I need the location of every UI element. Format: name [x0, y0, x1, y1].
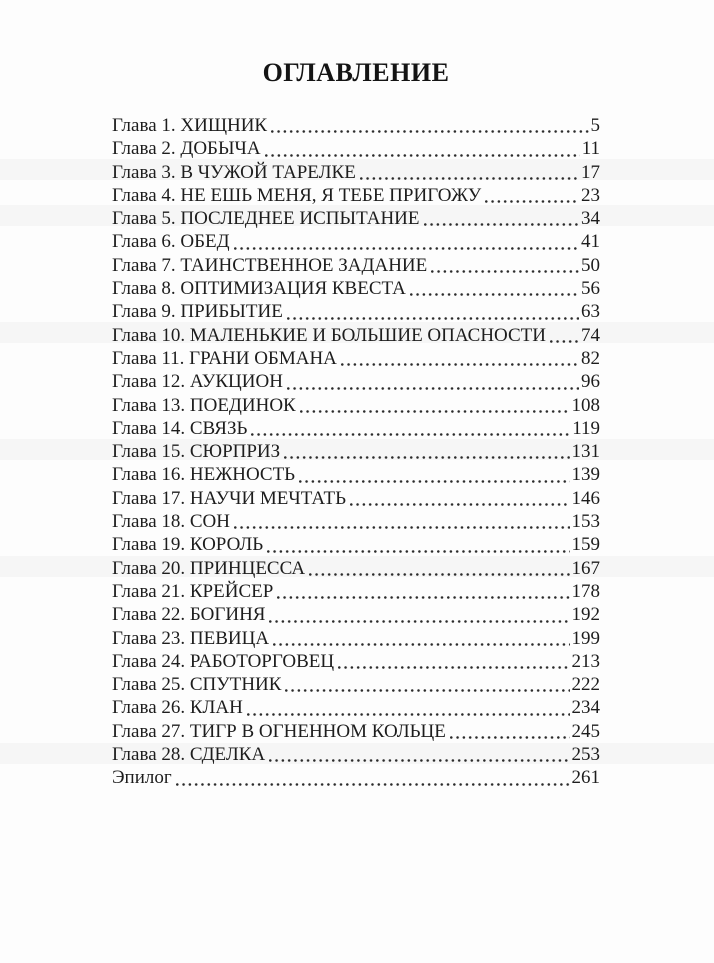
toc-entry: [112, 487, 600, 510]
toc-entry-page: 213: [571, 650, 600, 672]
toc-entry: [112, 463, 600, 486]
dot-leader: [287, 387, 579, 390]
toc-entry-label: Глава 26. КЛАН: [112, 697, 243, 719]
toc-entry-label: Глава 18. СОН: [112, 511, 230, 533]
toc-entry: [112, 533, 600, 556]
toc-entry-label: Глава 3. В ЧУЖОЙ ТАРЕЛКЕ: [112, 161, 356, 183]
toc-entry-page: 63: [581, 301, 600, 323]
dot-leader: [176, 783, 570, 786]
toc-entry-page: 192: [571, 604, 600, 626]
toc-entry: [112, 743, 600, 766]
toc-entry: [112, 720, 600, 743]
table-of-contents: [112, 114, 600, 790]
toc-entry-page: 222: [571, 674, 600, 696]
toc-entry: [112, 650, 600, 673]
toc-entry-page: 5: [590, 115, 600, 136]
dot-leader: [271, 130, 588, 133]
toc-entry-label: Глава 11. ГРАНИ ОБМАНА: [112, 347, 337, 369]
dot-leader: [269, 620, 569, 623]
dot-leader: [300, 410, 570, 413]
toc-entry: [112, 114, 600, 137]
toc-entry-page: 261: [571, 767, 600, 789]
dot-leader: [269, 759, 569, 762]
toc-entry: [112, 417, 600, 440]
dot-leader: [431, 270, 579, 273]
toc-entry-label: Глава 14. СВЯЗЬ: [112, 417, 248, 439]
toc-entry-label: Глава 16. НЕЖНОСТЬ: [112, 464, 296, 486]
toc-entry-page: 50: [581, 254, 600, 276]
toc-entry: [112, 347, 600, 370]
toc-entry: [112, 580, 600, 603]
dot-leader: [309, 573, 569, 576]
dot-leader: [247, 713, 570, 716]
dot-leader: [338, 666, 569, 669]
dot-leader: [265, 154, 580, 157]
toc-entry: [112, 673, 600, 696]
toc-entry: [112, 230, 600, 253]
toc-entry: [112, 766, 600, 789]
toc-entry-label: Глава 17. НАУЧИ МЕЧТАТЬ: [112, 487, 346, 509]
toc-entry-page: 82: [581, 347, 600, 369]
toc-entry-label: Глава 28. СДЕЛКА: [112, 744, 266, 766]
toc-entry-page: 253: [571, 744, 600, 766]
toc-entry: [112, 370, 600, 393]
toc-entry: [112, 277, 600, 300]
dot-leader: [424, 223, 580, 226]
toc-entry-page: 17: [581, 161, 600, 183]
toc-entry-label: Глава 25. СПУТНИК: [112, 674, 282, 696]
toc-entry: [112, 510, 600, 533]
toc-entry-label: Глава 21. КРЕЙСЕР: [112, 580, 274, 602]
toc-entry-page: 41: [581, 231, 600, 253]
toc-entry-label: Глава 23. ПЕВИЦА: [112, 627, 270, 649]
toc-entry: [112, 324, 600, 347]
dot-leader: [273, 643, 569, 646]
dot-leader: [284, 456, 569, 459]
toc-entry-label: Глава 19. КОРОЛЬ: [112, 534, 264, 556]
dot-leader: [267, 550, 569, 553]
toc-entry-page: 178: [571, 580, 600, 602]
toc-entry-label: Глава 8. ОПТИМИЗАЦИЯ КВЕСТА: [112, 278, 406, 300]
toc-entry: [112, 440, 600, 463]
toc-entry-page: 96: [581, 371, 600, 393]
dot-leader: [485, 200, 579, 203]
toc-entry-label: Глава 15. СЮРПРИЗ: [112, 441, 281, 463]
toc-entry-page: 56: [581, 278, 600, 300]
toc-entry-page: 108: [571, 394, 600, 416]
toc-entry-page: 119: [572, 417, 600, 439]
toc-entry-label: Эпилог: [112, 767, 172, 789]
toc-entry-page: 245: [571, 720, 600, 742]
toc-entry-label: Глава 7. ТАИНСТВЕННОЕ ЗАДАНИЕ: [112, 254, 428, 276]
toc-entry-label: Глава 22. БОГИНЯ: [112, 604, 266, 626]
toc-entry: [112, 627, 600, 650]
toc-entry: [112, 207, 600, 230]
toc-entry-label: Глава 20. ПРИНЦЕССА: [112, 557, 306, 579]
toc-entry-label: Глава 12. АУКЦИОН: [112, 371, 283, 393]
dot-leader: [299, 480, 569, 483]
dot-leader: [285, 689, 569, 692]
toc-entry-page: 131: [571, 441, 600, 463]
toc-entry-label: Глава 4. НЕ ЕШЬ МЕНЯ, Я ТЕБЕ ПРИГОЖУ: [112, 184, 482, 206]
toc-entry-page: 11: [581, 138, 600, 160]
toc-entry-label: Глава 27. ТИГР В ОГНЕННОМ КОЛЬЦЕ: [112, 720, 446, 742]
dot-leader: [550, 340, 579, 343]
toc-entry: [112, 300, 600, 323]
dot-leader: [350, 503, 570, 506]
toc-entry-page: 139: [571, 464, 600, 486]
toc-entry-label: Глава 6. ОБЕД: [112, 231, 230, 253]
toc-entry-label: Глава 10. МАЛЕНЬКИЕ И БОЛЬШИЕ ОПАСНОСТИ: [112, 324, 546, 346]
dot-leader: [277, 596, 569, 599]
dot-leader: [234, 247, 579, 250]
toc-entry-page: 153: [571, 511, 600, 533]
toc-entry-page: 146: [571, 487, 600, 509]
dot-leader: [287, 317, 579, 320]
dot-leader: [341, 363, 579, 366]
toc-entry: [112, 394, 600, 417]
dot-leader: [410, 293, 579, 296]
toc-entry-label: Глава 9. ПРИБЫТИЕ: [112, 301, 283, 323]
toc-entry-page: 167: [571, 557, 600, 579]
toc-entry-label: Глава 13. ПОЕДИНОК: [112, 394, 296, 416]
page-title: ОГЛАВЛЕНИЕ: [262, 58, 450, 87]
toc-entry-label: Глава 24. РАБОТОРГОВЕЦ: [112, 650, 335, 672]
dot-leader: [234, 526, 570, 529]
toc-entry: [112, 137, 600, 160]
toc-entry-label: Глава 2. ДОБЫЧА: [112, 138, 261, 160]
toc-entry: [112, 184, 600, 207]
toc-entry: [112, 603, 600, 626]
toc-entry-page: 234: [571, 697, 600, 719]
toc-entry-page: 159: [571, 534, 600, 556]
toc-entry: [112, 161, 600, 184]
toc-entry-label: Глава 1. ХИЩНИК: [112, 115, 268, 136]
toc-entry-page: 199: [571, 627, 600, 649]
toc-entry: [112, 254, 600, 277]
dot-leader: [251, 433, 570, 436]
dot-leader: [360, 177, 579, 180]
toc-entry-page: 23: [581, 184, 600, 206]
dot-leader: [450, 736, 570, 739]
toc-entry: [112, 557, 600, 580]
toc-entry: [112, 696, 600, 719]
toc-entry-label: Глава 5. ПОСЛЕДНЕЕ ИСПЫТАНИЕ: [112, 208, 420, 230]
toc-entry-page: 74: [581, 324, 600, 346]
toc-entry-page: 34: [581, 208, 600, 230]
